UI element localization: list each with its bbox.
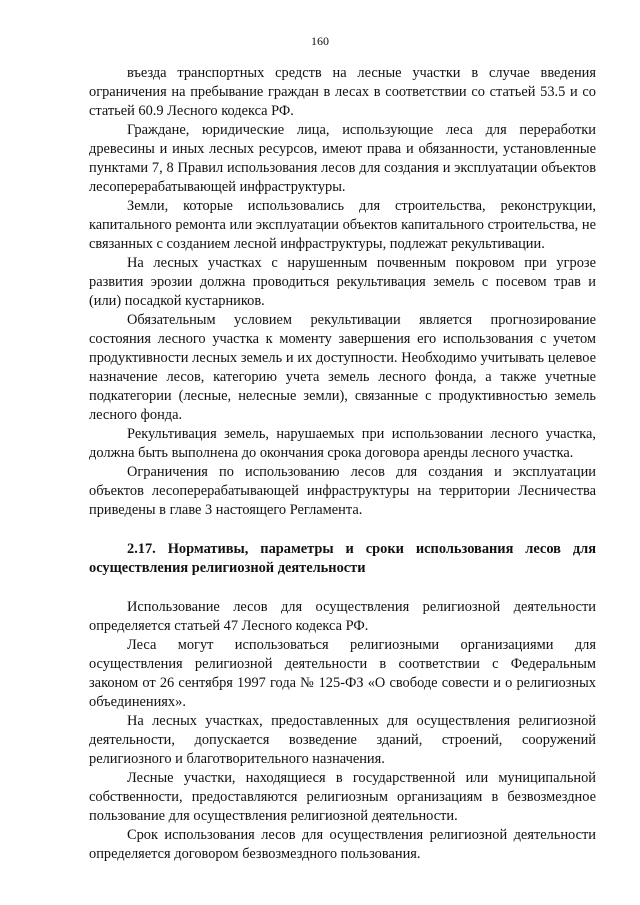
paragraph: Использование лесов для осуществления религиозной деятельности определяется статьей 47 Лесного кодекса РФ. xyxy=(89,599,596,634)
paragraph: Граждане, юридические лица, использующие леса для переработки древесины и иных лесных ресурсов, имеют права и обязанности, установленные пунктами 7, 8 Правил использования лесов для создания и эксплуатации объектов лесоперерабатывающей инфраструктуры. xyxy=(89,122,596,195)
paragraph: Земли, которые использовались для строительства, реконструкции, капитального ремонта или эксплуатации объектов капитального строительства, не связанных с созданием лесной инфраструктуры, подлежат рекультивации. xyxy=(89,198,596,252)
paragraph: На лесных участках, предоставленных для осуществления религиозной деятельности, допускается возведение зданий, строений, сооружений религиозного и благотворительного назначения. xyxy=(89,713,596,767)
paragraph: Ограничения по использованию лесов для создания и эксплуатации объектов лесоперерабатывающей инфраструктуры на территории Лесничества приведены в главе 3 настоящего Регламента. xyxy=(89,464,596,518)
paragraph: На лесных участках с нарушенным почвенным покровом при угрозе развития эрозии должна проводиться рекультивация земель с посевом трав и (или) посадкой кустарников. xyxy=(89,255,596,309)
paragraph: Рекультивация земель, нарушаемых при использовании лесного участка, должна быть выполнена до окончания срока договора аренды лесного участка. xyxy=(89,426,596,461)
paragraph: Лесные участки, находящиеся в государственной или муниципальной собственности, предоставляются религиозным организациям в безвозмездное пользование для осуществления религиозной деятельности. xyxy=(89,770,596,824)
section-heading: 2.17. Нормативы, параметры и сроки использования лесов для осуществления религиозной деятельности xyxy=(89,541,596,576)
page-number: 160 xyxy=(311,34,329,48)
paragraph: Срок использования лесов для осуществления религиозной деятельности определяется договором безвозмездного пользования. xyxy=(89,827,596,862)
paragraph: Обязательным условием рекультивации является прогнозирование состояния лесного участка к моменту завершения его использования с учетом продуктивности лесных земель и их доступности. Необходимо учитывать целевое назначение лесов, категорию учета земель лесного фонда, а также учетные подкатегории (лесные, нелесные земли), связанные с продуктивностью земель лесного фонда. xyxy=(89,312,596,423)
paragraph: Леса могут использоваться религиозными организациями для осуществления религиозной деятельности в соответствии с Федеральным законом от 26 сентября 1997 года № 125-ФЗ «О свободе совести и о религиозных объединениях». xyxy=(89,637,596,710)
paragraph: въезда транспортных средств на лесные участки в случае введения ограничения на пребывание граждан в лесах в соответствии со статьей 53.5 и со статьей 60.9 Лесного кодекса РФ. xyxy=(89,65,596,119)
document-body xyxy=(89,64,596,864)
